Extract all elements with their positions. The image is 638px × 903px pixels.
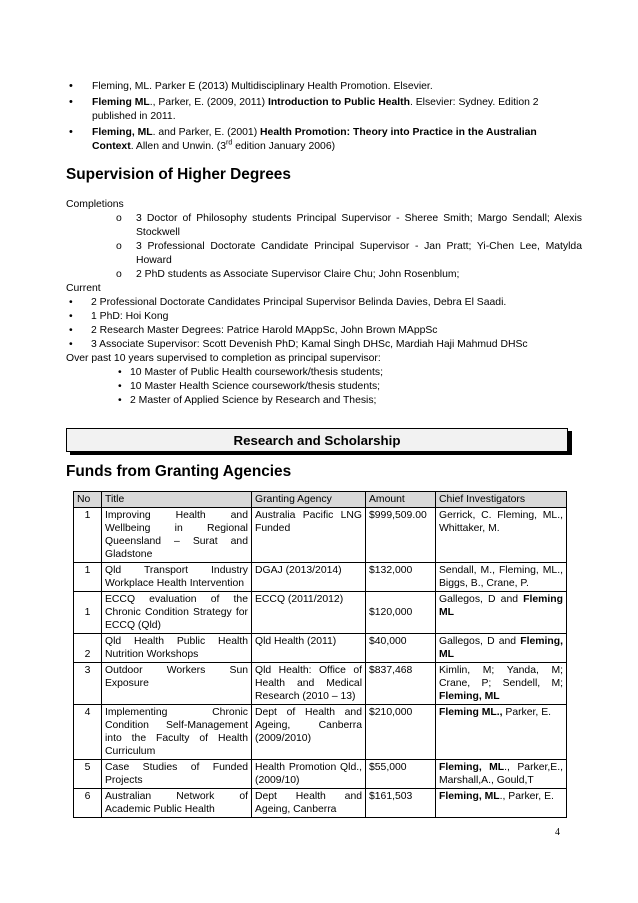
table-row <box>74 592 567 634</box>
circle-bullet-icon: o <box>116 213 122 224</box>
cell-amount: $999,509.00 <box>366 508 436 563</box>
bold-text: Fleming, ML <box>92 127 153 139</box>
text-run: Fleming, ML. Parker E (2013) Multidisciplinary Health Promotion. Elsevier. <box>92 81 433 92</box>
current-text: 3 Associate Supervisor: Scott Devenish PhD; Kamal Singh DHSc, Mardiah Haji Mahmud DHSc <box>91 339 528 350</box>
text-run: Kimlin, M; Yanda, M; Crane, P; Sendell, M; <box>439 665 563 689</box>
publication-text <box>92 97 539 122</box>
cell-no: 3 <box>74 663 102 705</box>
completion-text: 3 Professional Doctorate Candidate Principal Supervisor - Jan Pratt; Yi-Chen Lee, Matylda Howard <box>136 241 582 266</box>
text-run: ., Parker,E., Marshall,A., Gould,T <box>439 762 563 786</box>
cell-title: Australian Network of Academic Public Health <box>102 789 252 818</box>
bold-text: Fleming, ML <box>439 636 563 660</box>
over-past-text: Over past 10 years supervised to completion as principal supervisor: <box>66 353 381 364</box>
cell-no: 6 <box>74 789 102 818</box>
column-header: No <box>74 492 102 508</box>
publication-text <box>92 81 433 92</box>
cell-amount: $161,503 <box>366 789 436 818</box>
cell-investigators <box>436 760 567 789</box>
bullet-icon: • <box>118 395 122 406</box>
list-item <box>66 96 566 124</box>
table-row <box>74 705 567 760</box>
bullet-icon: • <box>69 80 73 92</box>
cell-no: 5 <box>74 760 102 789</box>
cell-amount: $120,000 <box>366 592 436 634</box>
cell-investigators <box>436 508 567 563</box>
cell-investigators <box>436 563 567 592</box>
column-header: Amount <box>366 492 436 508</box>
cell-title: Case Studies of Funded Projects <box>102 760 252 789</box>
table-row <box>74 508 567 563</box>
bullet-icon: • <box>69 297 73 308</box>
bold-text: Health Promotion: Theory into Practice in the Australian Context <box>92 127 537 153</box>
page-number: 4 <box>555 827 560 838</box>
completion-text: 2 PhD students as Associate Supervisor Claire Chu; John Rosenblum; <box>136 269 460 280</box>
past-item-text: 10 Master Health Science coursework/thesis students; <box>130 381 381 392</box>
cell-no: 4 <box>74 705 102 760</box>
cell-title: Qld Transport Industry Workplace Health Intervention <box>102 563 252 592</box>
cell-investigators <box>436 634 567 663</box>
cell-no: 1 <box>74 592 102 634</box>
bullet-icon: • <box>69 126 73 139</box>
past-item-text: 10 Master of Public Health coursework/thesis students; <box>130 367 383 378</box>
publication-text <box>92 127 537 152</box>
text-run: . Elsevier: Sydney. Edition 2 published in 2011. <box>92 97 539 123</box>
cell-amount: $210,000 <box>366 705 436 760</box>
bold-text: Fleming ML <box>92 97 150 109</box>
list-item <box>66 80 566 94</box>
cell-no: 2 <box>74 634 102 663</box>
bold-text: Introduction to Public Health <box>267 97 410 109</box>
cell-investigators <box>436 705 567 760</box>
funds-heading: Funds from Granting Agencies <box>66 463 292 480</box>
bullet-icon: • <box>69 96 73 109</box>
bullet-icon: • <box>69 339 73 350</box>
list-item <box>66 126 566 154</box>
completion-text: 3 Doctor of Philosophy students Principal Supervisor - Sheree Smith; Margo Sendall; Alexis Stockwell <box>136 213 582 238</box>
current-label: Current <box>66 283 101 294</box>
cell-title: Outdoor Workers Sun Exposure <box>102 663 252 705</box>
cell-title: ECCQ evaluation of the Chronic Condition Strategy for ECCQ (Qld) <box>102 592 252 634</box>
bullet-icon: • <box>69 311 73 322</box>
past-item-text: 2 Master of Applied Science by Research and Thesis; <box>130 395 377 406</box>
current-text: 2 Professional Doctorate Candidates Principal Supervisor Belinda Davies, Debra El Saadi. <box>91 297 507 308</box>
cell-agency: Dept Health and Ageing, Canberra <box>252 789 366 818</box>
column-header: Title <box>102 492 252 508</box>
current-text: 1 PhD: Hoi Kong <box>91 311 169 322</box>
completions-label: Completions <box>66 199 124 210</box>
current-text: 2 Research Master Degrees: Patrice Harold MAppSc, John Brown MAppSc <box>91 325 438 336</box>
supervision-heading: Supervision of Higher Degrees <box>66 166 291 183</box>
table-row <box>74 789 567 818</box>
text-run: edition January 2006) <box>232 141 336 153</box>
table-row <box>74 760 567 789</box>
cell-no: 1 <box>74 508 102 563</box>
cell-amount: $132,000 <box>366 563 436 592</box>
cell-title: Improving Health and Wellbeing in Regional Queensland – Surat and Gladstone <box>102 508 252 563</box>
bold-text: Fleming, ML <box>439 691 500 702</box>
cell-amount: $55,000 <box>366 760 436 789</box>
cell-agency: Qld Health: Office of Health and Medical Research (2010 – 13) <box>252 663 366 705</box>
table-row <box>74 563 567 592</box>
cell-agency: ECCQ (2011/2012) <box>252 592 366 634</box>
cell-title: Implementing Chronic Condition Self-Management into the Faculty of Health Curriculum <box>102 705 252 760</box>
text-run: Parker, E. <box>502 707 552 718</box>
bold-text: Fleming, ML <box>439 762 505 773</box>
cell-investigators <box>436 592 567 634</box>
research-banner: Research and Scholarship <box>66 428 568 452</box>
cell-amount: $40,000 <box>366 634 436 663</box>
bold-text: Fleming ML <box>439 594 563 618</box>
text-run: . and Parker, E. (2001) <box>152 127 261 139</box>
cell-agency: DGAJ (2013/2014) <box>252 563 366 592</box>
column-header: Chief Investigators <box>436 492 567 508</box>
cell-no: 1 <box>74 563 102 592</box>
cell-agency: Qld Health (2011) <box>252 634 366 663</box>
cell-amount: $837,468 <box>366 663 436 705</box>
table-row <box>74 663 567 705</box>
bullet-icon: • <box>69 325 73 336</box>
bullet-icon: • <box>118 381 122 392</box>
text-run: Sendall, M., Fleming, ML., Biggs, B., Crane, P. <box>439 565 563 589</box>
text-run: Gallegos, D and <box>439 594 524 605</box>
superscript-text: rd <box>226 139 233 147</box>
bold-text: Fleming, ML <box>439 791 500 802</box>
text-run: Gallegos, D and <box>439 636 521 647</box>
bullet-icon: • <box>118 367 122 378</box>
cell-agency: Australia Pacific LNG Funded <box>252 508 366 563</box>
circle-bullet-icon: o <box>116 241 122 252</box>
circle-bullet-icon: o <box>116 269 122 280</box>
cell-title: Qld Health Public Health Nutrition Workshops <box>102 634 252 663</box>
cell-agency: Health Promotion Qld., (2009/10) <box>252 760 366 789</box>
cell-agency: Dept of Health and Ageing, Canberra (2009/2010) <box>252 705 366 760</box>
cell-investigators <box>436 663 567 705</box>
text-run: ., Parker, E. (2009, 2011) <box>149 97 268 109</box>
bold-text: Fleming ML., <box>439 707 503 718</box>
table-header-row <box>74 492 567 508</box>
table-row <box>74 634 567 663</box>
funds-table <box>73 491 567 818</box>
cell-investigators <box>436 789 567 818</box>
text-run: . Allen and Unwin. (3 <box>130 141 226 153</box>
text-run: Gerrick, C. Fleming, ML., Whittaker, M. <box>439 510 563 534</box>
publication-list <box>66 80 566 156</box>
text-run: ., Parker, E. <box>499 791 554 802</box>
column-header: Granting Agency <box>252 492 366 508</box>
